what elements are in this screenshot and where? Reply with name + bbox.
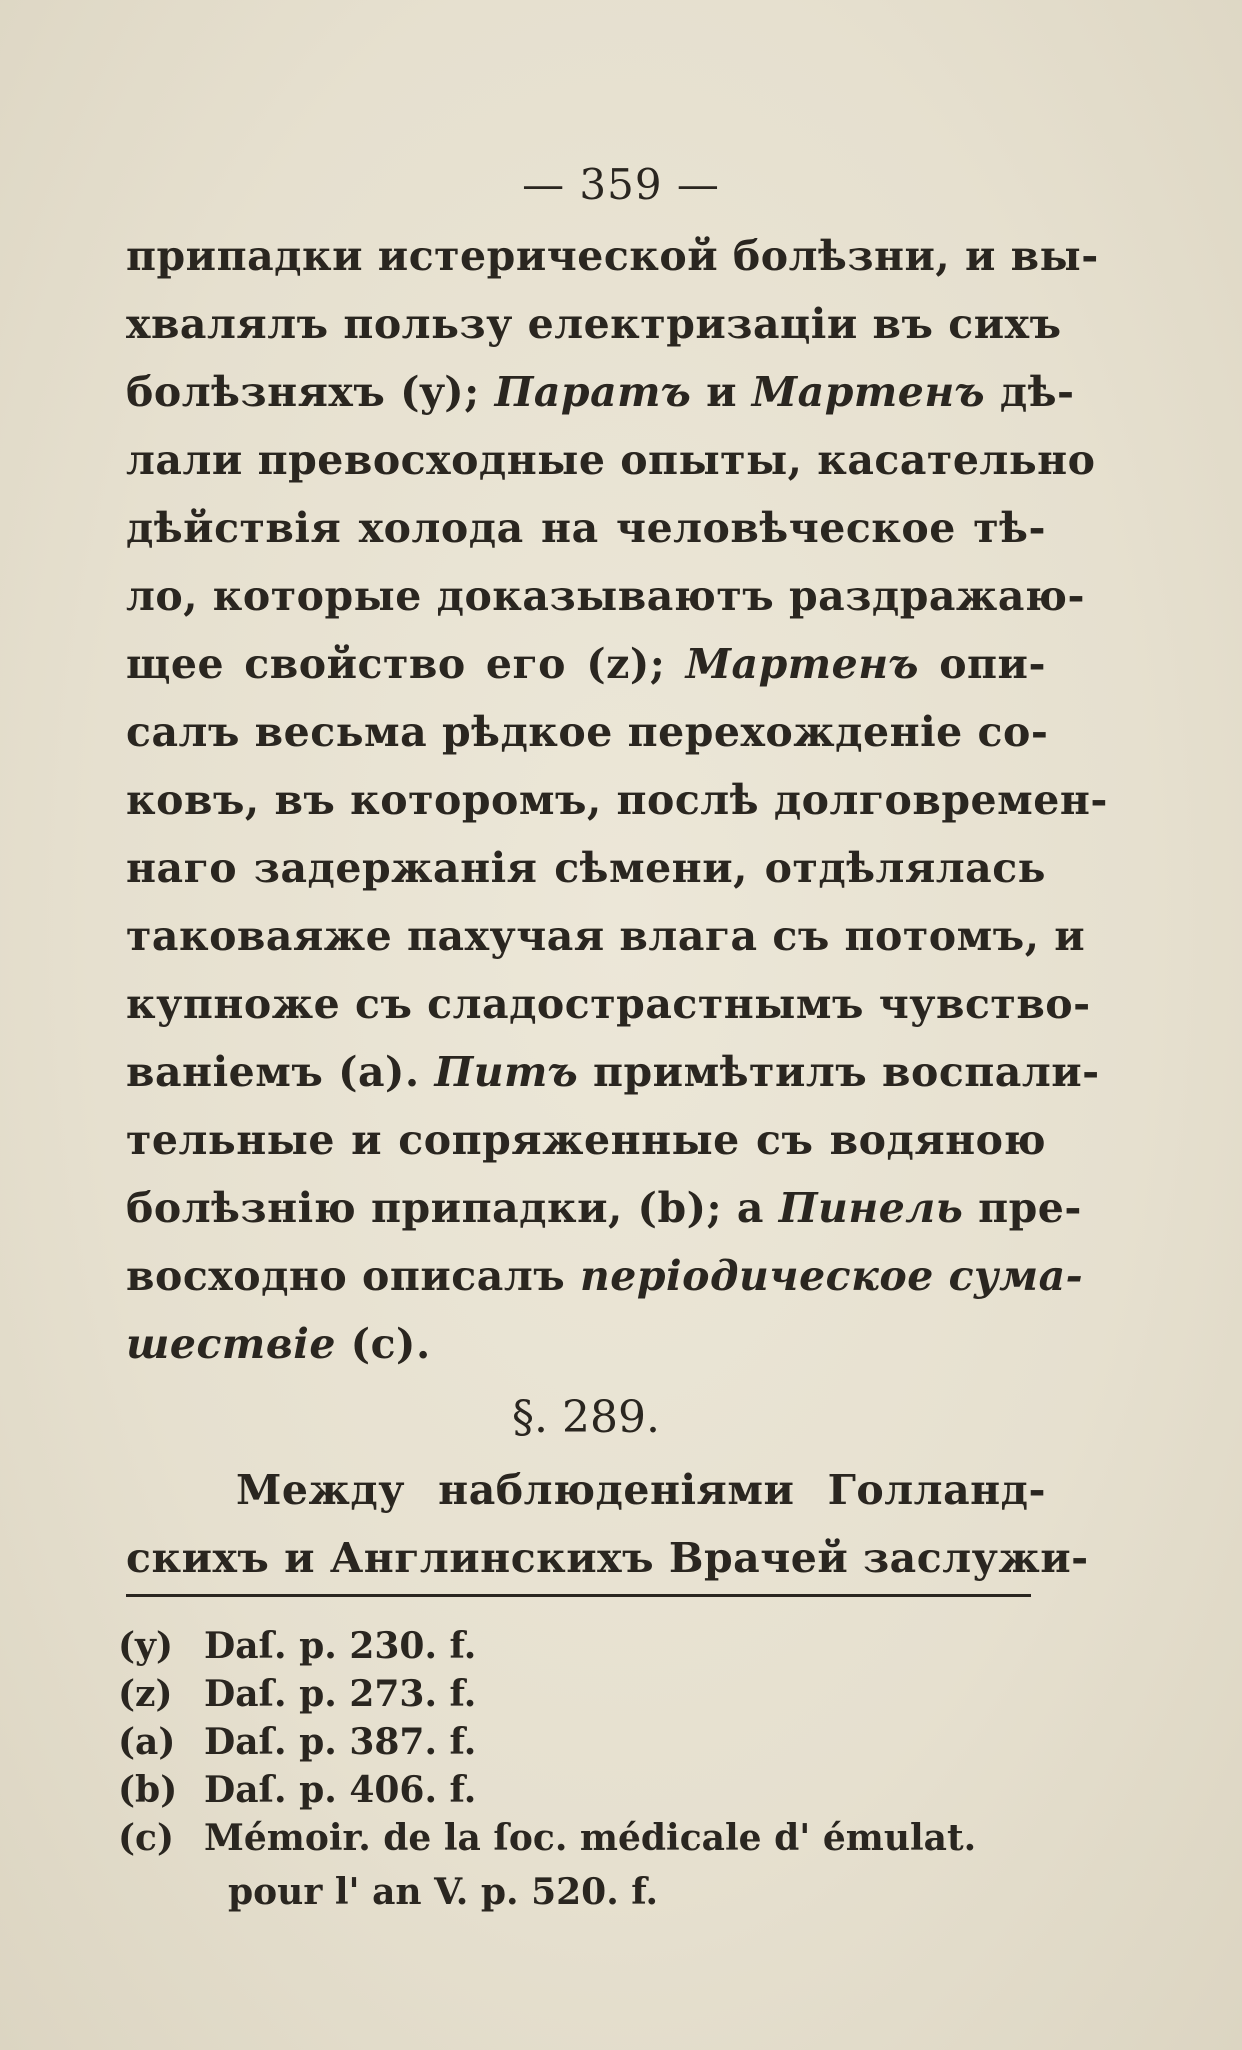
text-line (126, 630, 1046, 698)
italic-name: шествiе (126, 1320, 336, 1368)
footnote (118, 1670, 1058, 1718)
text-run: ковъ, въ которомъ, послѣ долговремен- (126, 776, 1108, 824)
text-line (126, 902, 1086, 970)
text-run: ванiемъ (a). (126, 1048, 435, 1096)
text-run: и (691, 368, 752, 416)
text-run: (c). (335, 1320, 431, 1368)
text-run: припадки истерической болѣзни, и вы- (126, 232, 1099, 280)
italic-name: перiодическое сума- (579, 1252, 1084, 1300)
footnote (118, 1622, 1058, 1670)
footnote-text: Daſ. p. 387. f. (204, 1721, 477, 1763)
footnote-continuation: pour l' an V. p. 520. f. (228, 1871, 659, 1913)
text-line (126, 698, 1049, 766)
text-line (126, 766, 1108, 834)
page-number-header: — 359 — (522, 160, 720, 209)
paragraph-continued (126, 222, 1108, 1378)
italic-name: Питъ (434, 1048, 579, 1096)
text-run: болѣзняхъ (y); (126, 368, 495, 416)
section-heading: §. 289. (512, 1392, 660, 1443)
footnote-marker: (z) (118, 1673, 173, 1715)
footnote-marker: (y) (118, 1625, 173, 1667)
footnote-marker: (c) (118, 1817, 174, 1859)
footnotes (118, 1622, 1058, 1916)
text-run: хвалялъ пользу електризацiи въ сихъ (126, 300, 1062, 348)
text-line (126, 1038, 1100, 1106)
text-line (126, 562, 1085, 630)
text-run: примѣтилъ воспали- (578, 1048, 1100, 1096)
footnote-divider (126, 1594, 1031, 1597)
text-line (126, 970, 1091, 1038)
text-run: лали превосходные опыты, касательно (126, 436, 1096, 484)
text-run: пре- (963, 1184, 1082, 1232)
paragraph-section-289 (126, 1456, 1089, 1592)
text-run: тельные и сопряженные съ водяною (126, 1116, 1046, 1164)
text-run: наго задержанiя сѣмени, отдѣлялась (126, 844, 1046, 892)
text-line (126, 834, 1046, 902)
text-line (126, 290, 1062, 358)
footnote-text: Mémoir. de la ſoc. médicale d' émulat. (204, 1817, 977, 1859)
text-line (126, 358, 1075, 426)
text-run: восходно описалъ (126, 1252, 580, 1300)
text-line (126, 1174, 1082, 1242)
text-line (126, 426, 1096, 494)
footnote (118, 1718, 1058, 1766)
text-run: скихъ и Англинскихъ Врачей заслужи- (126, 1534, 1089, 1582)
footnote (118, 1766, 1058, 1814)
italic-name: Пинель (778, 1184, 964, 1232)
text-run: таковаяже пахучая влага съ потомъ, и (126, 912, 1086, 960)
italic-name: Мартенъ (685, 640, 919, 688)
footnote-marker: (b) (118, 1769, 178, 1811)
text-line (126, 1456, 1046, 1524)
text-line (126, 1106, 1046, 1174)
text-line (126, 1242, 1084, 1310)
text-run: дѣ- (985, 368, 1075, 416)
text-line (126, 494, 1046, 562)
footnote-text: Daſ. p. 230. f. (204, 1625, 477, 1667)
text-run: болѣзнiю припадки, (b); а (126, 1184, 779, 1232)
body-text (126, 222, 1108, 1592)
footnote-list (118, 1622, 1058, 1862)
text-line (126, 1310, 1046, 1378)
text-line (126, 1524, 1089, 1592)
italic-name: Мартенъ (751, 368, 986, 416)
footnote-text: Daſ. p. 406. f. (204, 1769, 477, 1811)
footnote (118, 1814, 1058, 1862)
text-run: Между наблюденiями Голланд- (236, 1466, 1046, 1514)
text-run: купноже съ сладострастнымъ чувство- (126, 980, 1091, 1028)
text-run: щее свойство его (z); (126, 640, 686, 688)
text-run: опи- (918, 640, 1046, 688)
text-run: салъ весьма рѣдкое перехожденiе со- (126, 708, 1049, 756)
footnote-marker: (a) (118, 1721, 176, 1763)
italic-name: Паратъ (494, 368, 692, 416)
text-run: дѣйствiя холода на человѣческое тѣ- (126, 504, 1046, 552)
text-line (126, 222, 1099, 290)
footnote-text: Daſ. p. 273. f. (204, 1673, 477, 1715)
text-run: ло, которые доказываютъ раздражаю- (126, 572, 1085, 620)
